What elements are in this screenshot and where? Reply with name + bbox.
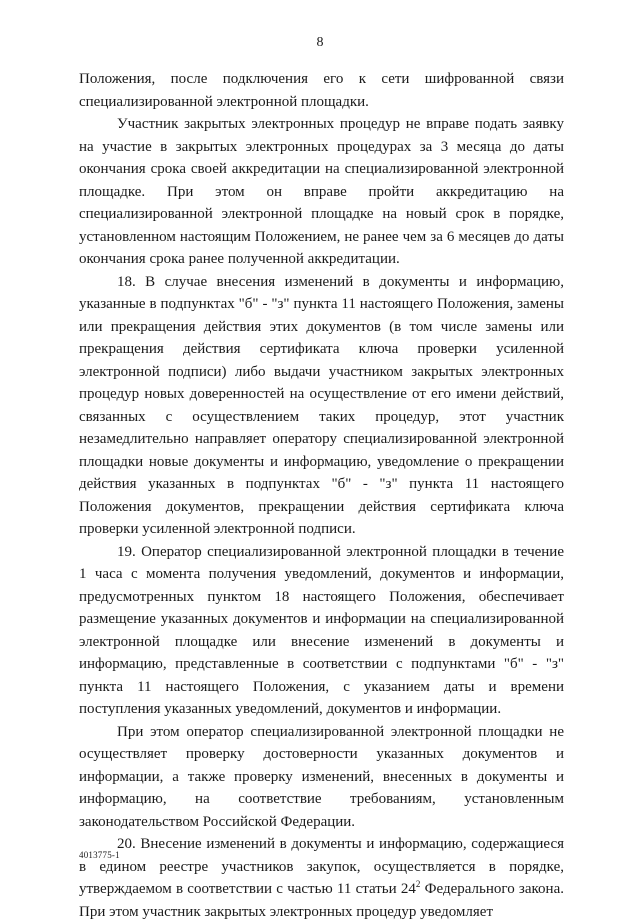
paragraph-operator-note: При этом оператор специализированной электронной площадки не осуществляет проверку достоверности указанных документов и информации, а также проверку изменений, внесенных в документы и информацию, на соответствие требованиям, установленным законодательством Российской Федерации. xyxy=(79,723,564,830)
document-body xyxy=(79,68,564,923)
paragraph-item-20-text-end: Федерального закона. При этом участник закрытых электронных процедур уведомляет xyxy=(79,881,564,920)
paragraph-item-20 xyxy=(79,833,564,923)
paragraph-item-18: 18. В случае внесения изменений в документы и информацию, указанные в подпунктах "б" - "з" пункта 11 настоящего Положения, замены или прекращения действия этих документов (в том числе замены или прекращения действия сертификата ключа проверки усиленной электронной подписи) либо выдачи участником закрытых электронных процедур новых доверенностей на осуществление от его имени действий, связанных с осуществлением таких процедур, этот участник незамедлительно направляет оператору специализированной электронной площадки новые документы и информацию, уведомление о прекращении действия указанных в подпунктах "б" - "з" пункта 11 настоящего Положения документов, прекращении действия сертификата ключа проверки усиленной электронной подписи. xyxy=(79,273,564,537)
paragraph-continuation: Положения, после подключения его к сети шифрованной связи специализированной электронной площадки. xyxy=(79,71,564,110)
article-superscript: 2 xyxy=(415,879,421,889)
document-id: 4013775-1 xyxy=(79,850,120,860)
paragraph-item-20-text-start: 20. Внесение изменений в документы и информацию, содержащиеся в едином реестре участников закупок, осуществляется в порядке, утверждаемом в соответствии с частью 11 статьи 24 xyxy=(79,836,564,897)
paragraph-item-19: 19. Оператор специализированной электронной площадки в течение 1 часа с момента получения уведомлений, документов и информации, предусмотренных пунктом 18 настоящего Положения, обеспечивает размещение указанных документов и информации на специализированной электронной площадке или внесение изменений в документы и информацию, представленные в соответствии с подпунктами "б" - "з" пункта 11 настоящего Положения, с указанием даты и времени поступления указанных уведомлений, документов и информации. xyxy=(79,543,564,717)
paragraph-accreditation: Участник закрытых электронных процедур не вправе подать заявку на участие в закрытых электронных процедурах за 3 месяца до даты окончания срока своей аккредитации на специализированной электронной площадке. При этом он вправе пройти аккредитацию на специализированной электронной площадке на новый срок в порядке, установленном настоящим Положением, не ранее чем за 6 месяцев до даты окончания срока ранее полученной аккредитации. xyxy=(79,116,564,267)
page-number: 8 xyxy=(316,35,324,50)
